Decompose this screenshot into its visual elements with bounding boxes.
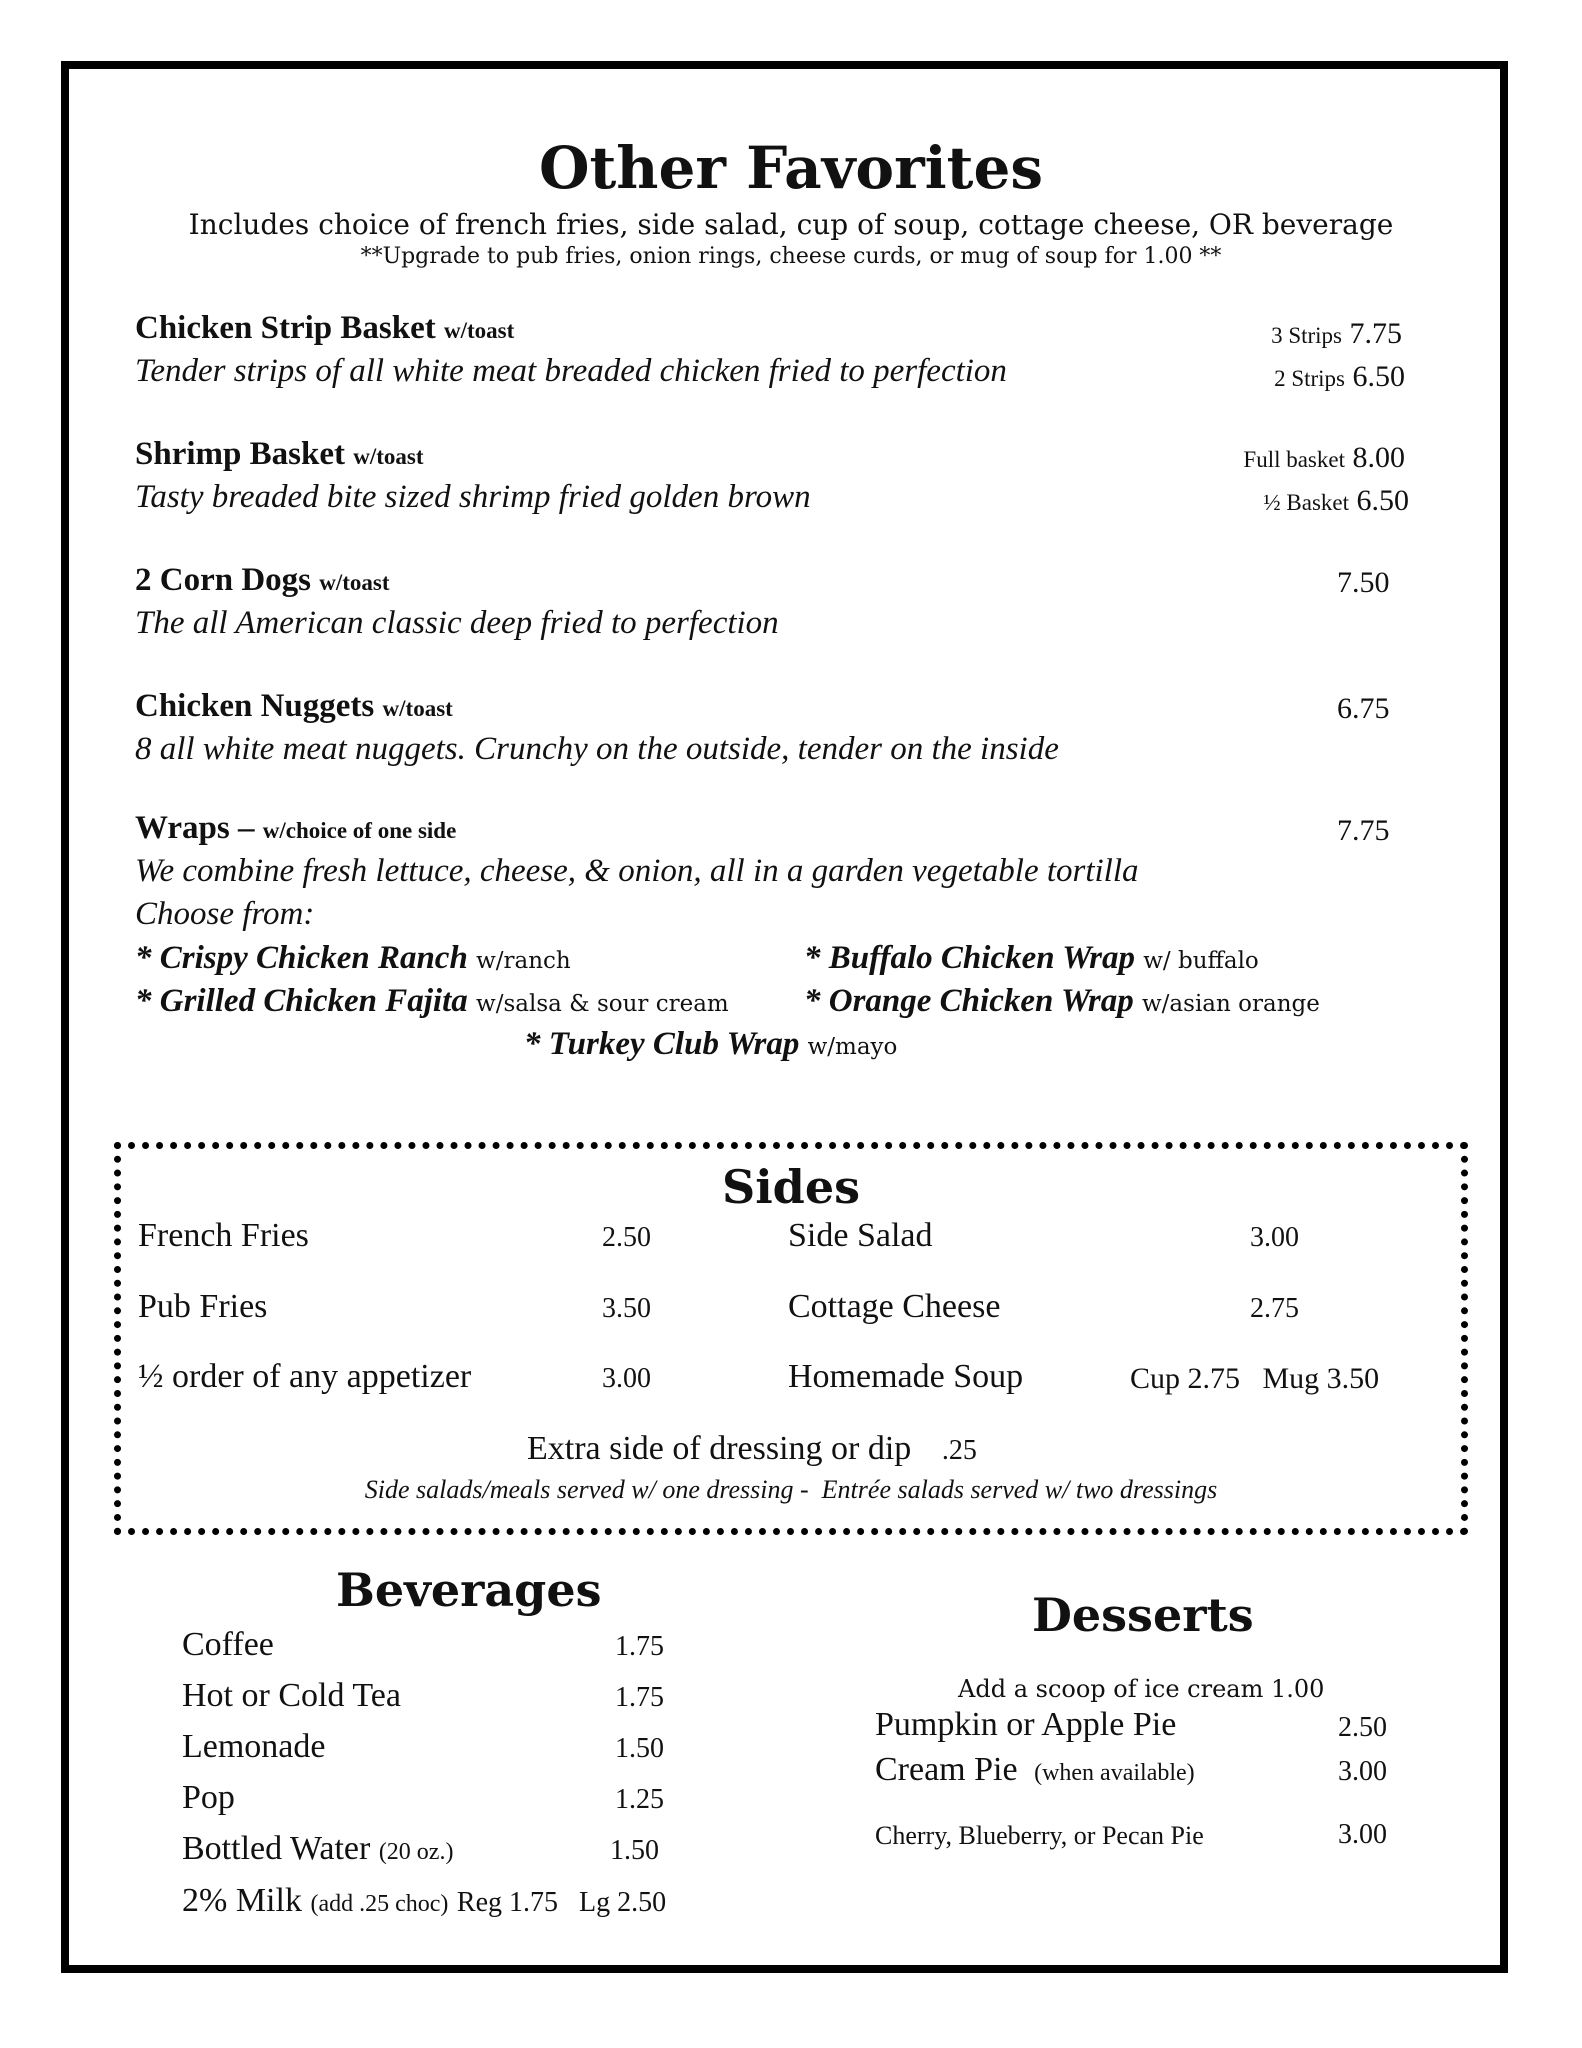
side-name: Cottage Cheese <box>788 1288 1001 1325</box>
price-label: ½ Basket <box>1263 490 1349 515</box>
dessert-price: 2.50 <box>1338 1712 1387 1743</box>
side-name: French Fries <box>138 1217 309 1254</box>
beverage-price: 1.50 <box>610 1835 659 1866</box>
item-price: 7.75 <box>1349 317 1402 350</box>
wrap-name: * Grilled Chicken Fajita <box>135 983 468 1019</box>
desserts-title: Desserts <box>1032 1588 1254 1642</box>
dessert-addon: Add a scoop of ice cream 1.00 <box>958 1675 1325 1703</box>
price-label: 3 Strips <box>1271 323 1342 348</box>
beverage-price: 1.75 <box>615 1682 664 1713</box>
wrap-option <box>804 940 1259 977</box>
wrap-name: * Buffalo Chicken Wrap <box>804 940 1135 976</box>
sides-title: Sides <box>721 1160 861 1214</box>
wrap-name: * Orange Chicken Wrap <box>804 983 1134 1019</box>
price-label: Full basket <box>1243 447 1345 472</box>
item-price: 6.50 <box>1356 484 1409 517</box>
item-price: 6.50 <box>1352 360 1405 393</box>
beverage-note: (add .25 choc) <box>310 1891 449 1917</box>
wrap-option <box>135 940 571 977</box>
side-price: 2.75 <box>1250 1293 1299 1324</box>
item-name: Shrimp Basket <box>135 436 345 472</box>
dessert-name: Pumpkin or Apple Pie <box>875 1706 1177 1743</box>
beverage-name: Hot or Cold Tea <box>182 1677 401 1714</box>
beverage-name: Lemonade <box>182 1728 326 1765</box>
side-price: 3.50 <box>602 1293 651 1324</box>
item-note: w/choice of one side <box>262 818 457 843</box>
dressing-note: Side salads/meals served w/ one dressing - Entrée salads served w/ two dressings <box>364 1475 1218 1504</box>
beverage-name: 2% Milk <box>182 1882 302 1919</box>
beverage-item <box>182 1882 666 1920</box>
beverage-price: 1.50 <box>615 1733 664 1764</box>
side-name: Side Salad <box>788 1217 933 1254</box>
dessert-price: 3.00 <box>1338 1756 1387 1787</box>
side-name: Pub Fries <box>138 1288 268 1325</box>
item-price: 6.75 <box>1337 692 1390 725</box>
item-desc: Tasty breaded bite sized shrimp fried golden brown <box>135 479 811 515</box>
side-name: ½ order of any appetizer <box>138 1358 472 1395</box>
beverage-name: Coffee <box>182 1626 274 1663</box>
wrap-name: * Turkey Club Wrap <box>524 1026 800 1062</box>
item-name: Chicken Strip Basket <box>135 310 436 346</box>
side-price: 3.00 <box>602 1363 651 1394</box>
item-name: 2 Corn Dogs <box>135 562 312 598</box>
wraps-choose-label: Choose from: <box>135 896 315 932</box>
dessert-name: Cream Pie <box>875 1751 1018 1788</box>
dessert-item <box>875 1751 1195 1789</box>
item-name: Wraps – <box>135 810 255 846</box>
wrap-option <box>135 983 729 1020</box>
dessert-price: 3.00 <box>1338 1819 1387 1850</box>
beverage-item <box>182 1830 453 1868</box>
dessert-name: Cherry, Blueberry, or Pecan Pie <box>875 1821 1204 1850</box>
item-note: w/toast <box>443 318 515 343</box>
item-price: 7.50 <box>1337 566 1390 599</box>
page-title: Other Favorites <box>538 134 1044 202</box>
extra-price: .25 <box>941 1435 977 1466</box>
side-price: Cup 2.75 Mug 3.50 <box>1130 1362 1380 1395</box>
side-name: Homemade Soup <box>788 1358 1024 1395</box>
wrap-option <box>524 1026 897 1063</box>
upgrade-note: **Upgrade to pub fries, onion rings, cheese curds, or mug of soup for 1.00 ** <box>360 244 1222 269</box>
wrap-sauce: w/mayo <box>807 1034 898 1060</box>
item-desc: 8 all white meat nuggets. Crunchy on the outside, tender on the inside <box>135 731 1059 767</box>
beverage-price: 1.75 <box>615 1631 664 1662</box>
extra-label: Extra side of dressing or dip <box>527 1430 912 1467</box>
beverage-note: (20 oz.) <box>378 1839 454 1865</box>
wrap-sauce: w/ranch <box>476 948 571 974</box>
wrap-sauce: w/salsa & sour cream <box>476 991 729 1017</box>
beverage-price: Reg 1.75 Lg 2.50 <box>456 1887 667 1918</box>
item-note: w/toast <box>319 570 390 595</box>
item-desc: Tender strips of all white meat breaded chicken fried to perfection <box>135 353 1007 389</box>
item-price: 7.75 <box>1337 814 1390 847</box>
dessert-note: (when available) <box>1034 1760 1195 1786</box>
item-note: w/toast <box>382 696 453 721</box>
beverage-price: 1.25 <box>615 1784 664 1815</box>
wrap-option <box>804 983 1320 1020</box>
price-label: 2 Strips <box>1274 366 1345 391</box>
item-note: w/toast <box>353 444 424 469</box>
page-subtitle: Includes choice of french fries, side salad, cup of soup, cottage cheese, OR beverage <box>188 208 1394 241</box>
side-price: 3.00 <box>1250 1222 1299 1253</box>
item-name: Chicken Nuggets <box>135 688 375 724</box>
beverage-name: Bottled Water <box>182 1830 371 1867</box>
extra-dressing <box>527 1430 977 1468</box>
beverage-name: Pop <box>182 1779 235 1816</box>
item-price: 8.00 <box>1352 441 1405 474</box>
beverages-title: Beverages <box>336 1563 602 1617</box>
item-desc: We combine fresh lettuce, cheese, & onion, all in a garden vegetable tortilla <box>135 853 1139 889</box>
wrap-name: * Crispy Chicken Ranch <box>135 940 468 976</box>
wrap-sauce: w/asian orange <box>1142 991 1320 1017</box>
wrap-sauce: w/ buffalo <box>1143 948 1259 974</box>
item-desc: The all American classic deep fried to perfection <box>135 605 779 641</box>
side-price: 2.50 <box>602 1222 651 1253</box>
